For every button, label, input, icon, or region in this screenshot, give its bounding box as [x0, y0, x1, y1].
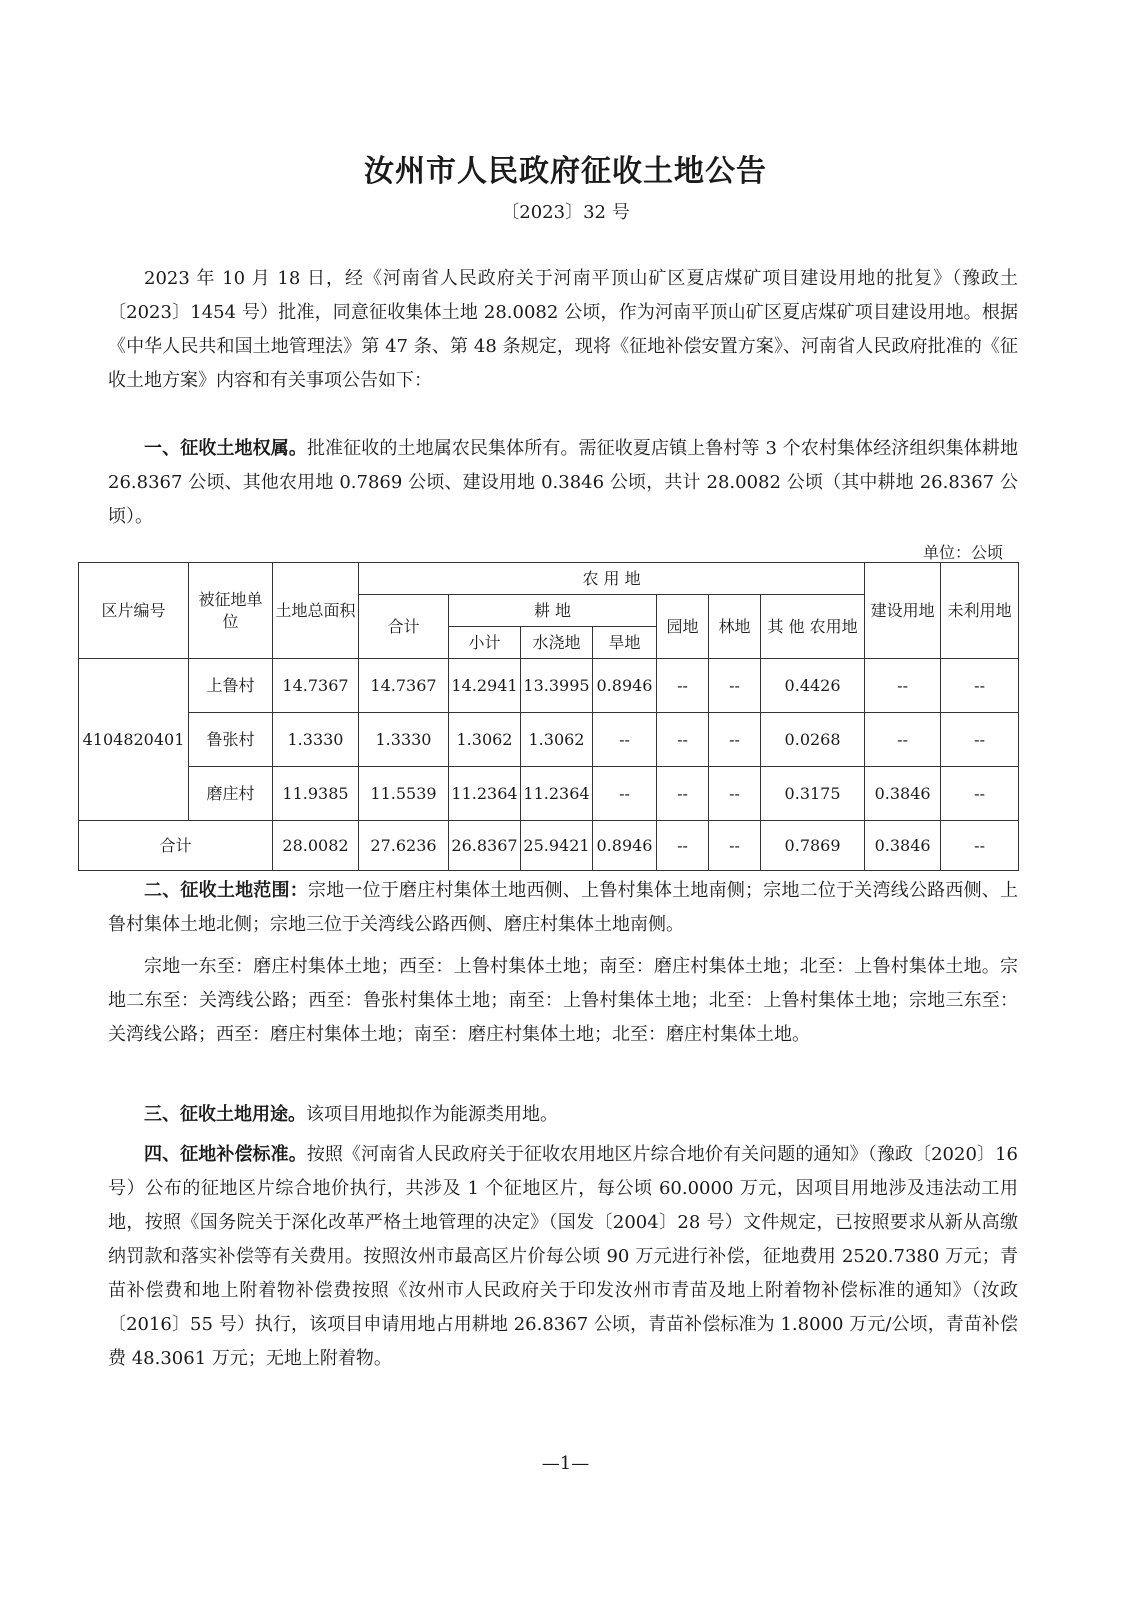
header-construction: 建设用地	[865, 563, 941, 659]
document-title: 汝州市人民政府征收土地公告	[364, 154, 767, 189]
section-4-paragraph	[108, 1138, 1018, 1376]
sum-construction: 0.3846	[865, 821, 941, 871]
cell-irrigated: 13.3995	[521, 659, 593, 713]
zone-code-cell: 4104820401	[79, 659, 189, 821]
document-number: 〔2023〕32 号	[501, 202, 630, 223]
cell-construction: --	[865, 713, 941, 767]
section-1-heading: 一、征收土地权属。	[144, 438, 307, 459]
sum-agri-total: 27.6236	[359, 821, 449, 871]
section-1-body: 批准征收的土地属农民集体所有。需征收夏店镇上鲁村等 3 个农村集体经济组织集体耕地 26.8367 公顷、其他农用地 0.7869 公顷、建设用地 0.3846 公顷，共计 28.0082 公顷（其中耕地 26.8367 公顷）。	[108, 438, 1018, 527]
sum-total: 28.0082	[273, 821, 359, 871]
cell-unit: 上鲁村	[189, 659, 273, 713]
cell-forest: --	[709, 767, 761, 821]
header-unused: 未利用地	[941, 563, 1019, 659]
section-2-body: 宗地一位于磨庄村集体土地西侧、上鲁村集体土地南侧；宗地二位于关湾线公路西侧、上鲁村集体土地北侧；宗地三位于关湾线公路西侧、磨庄村集体土地南侧。	[108, 880, 1019, 935]
unit-label: 单位：公顷	[922, 543, 1003, 562]
sum-subtotal: 26.8367	[449, 821, 521, 871]
cell-dry: --	[593, 767, 657, 821]
cell-garden: --	[657, 659, 709, 713]
sum-forest: --	[709, 821, 761, 871]
section-3-heading: 三、征收土地用途。	[144, 1104, 306, 1125]
header-agri: 农 用 地	[359, 563, 865, 595]
cell-irrigated: 1.3062	[521, 713, 593, 767]
header-dry: 旱地	[593, 627, 657, 659]
cell-unit: 鲁张村	[189, 713, 273, 767]
header-unit: 被征地单位	[189, 563, 273, 659]
header-irrigated: 水浇地	[521, 627, 593, 659]
header-agri-total: 合计	[359, 595, 449, 659]
cell-forest: --	[709, 713, 761, 767]
cell-subtotal: 14.2941	[449, 659, 521, 713]
cell-total: 14.7367	[273, 659, 359, 713]
cell-irrigated: 11.2364	[521, 767, 593, 821]
cell-subtotal: 1.3062	[449, 713, 521, 767]
intro-paragraph: 2023 年 10 月 18 日，经《河南省人民政府关于河南平顶山矿区夏店煤矿项目建设用地的批复》（豫政土〔2023〕1454 号）批准，同意征收集体土地 28.0082 公顷，作为河南平顶山矿区夏店煤矿项目建设用地。根据《中华人民共和国土地管理法》第 47 条、第 48 条规定，现将《征地补偿安置方案》、河南省人民政府批准的《征收土地方案》内容和有关事项公告如下：	[108, 268, 1018, 391]
table-row	[79, 767, 1019, 821]
table-row	[79, 659, 1019, 713]
sum-irrigated: 25.9421	[521, 821, 593, 871]
header-garden: 园地	[657, 595, 709, 659]
header-forest: 林地	[709, 595, 761, 659]
section-2-heading: 二、征收土地范围：	[144, 880, 308, 901]
cell-garden: --	[657, 767, 709, 821]
page-number: —1—	[541, 1453, 590, 1474]
cell-agri-total: 14.7367	[359, 659, 449, 713]
header-total: 土地总面积	[273, 563, 359, 659]
cell-unused: --	[941, 767, 1019, 821]
sum-unused: --	[941, 821, 1019, 871]
cell-construction: 0.3846	[865, 767, 941, 821]
cell-total: 1.3330	[273, 713, 359, 767]
section-3-paragraph	[108, 1098, 1018, 1132]
cell-forest: --	[709, 659, 761, 713]
sum-garden: --	[657, 821, 709, 871]
cell-other-agri: 0.0268	[761, 713, 865, 767]
cell-unused: --	[941, 713, 1019, 767]
header-subtotal: 小计	[449, 627, 521, 659]
cell-other-agri: 0.4426	[761, 659, 865, 713]
cell-total: 11.9385	[273, 767, 359, 821]
table-row	[79, 713, 1019, 767]
cell-unused: --	[941, 659, 1019, 713]
header-other-agri: 其 他 农用地	[761, 595, 865, 659]
section-4-heading: 四、征地补偿标准。	[144, 1144, 307, 1165]
cell-unit: 磨庄村	[189, 767, 273, 821]
section-3-body: 该项目用地拟作为能源类用地。	[306, 1104, 558, 1125]
cell-dry: 0.8946	[593, 659, 657, 713]
cell-garden: --	[657, 713, 709, 767]
table-header-row	[79, 563, 1019, 595]
section-2-paragraph	[108, 874, 1018, 942]
section-1-paragraph	[108, 432, 1018, 534]
cell-agri-total: 11.5539	[359, 767, 449, 821]
sum-label: 合计	[79, 821, 273, 871]
cell-construction: --	[865, 659, 941, 713]
header-zone-code: 区片编号	[79, 563, 189, 659]
cell-dry: --	[593, 713, 657, 767]
section-4-body: 按照《河南省人民政府关于征收农用地区片综合地价有关问题的通知》（豫政〔2020〕16 号）公布的征地区片综合地价执行，共涉及 1 个征地区片，每公顷 60.0000 万元，因项目用地涉及违法动工用地，按照《国务院关于深化改革严格土地管理的决定》（国发〔2004〕28 号）文件规定，已按照要求从新从高缴纳罚款和落实补偿等有关费用。按照汝州市最高区片价每公顷 90 万元进行补偿，征地费用 2520.7380 万元；青苗补偿费和地上附着物补偿费按照《汝州市人民政府关于印发汝州市青苗及地上附着物补偿标准的通知》（汝政〔2016〕55 号）执行，该项目申请用地占用耕地 26.8367 公顷，青苗补偿标准为 1.8000 万元/公顷，青苗补偿费 48.3061 万元；无地上附着物。	[108, 1144, 1018, 1369]
cell-subtotal: 11.2364	[449, 767, 521, 821]
section-2-bounds-paragraph: 宗地一东至：磨庄村集体土地；西至：上鲁村集体土地；南至：磨庄村集体土地；北至：上鲁村集体土地。宗地二东至：关湾线公路；西至：鲁张村集体土地；南至：上鲁村集体土地；北至：上鲁村集体土地；宗地三东至：关湾线公路；西至：磨庄村集体土地；南至：磨庄村集体土地；北至：磨庄村集体土地。	[108, 956, 1018, 1045]
cell-other-agri: 0.3175	[761, 767, 865, 821]
sum-dry: 0.8946	[593, 821, 657, 871]
cell-agri-total: 1.3330	[359, 713, 449, 767]
sum-other-agri: 0.7869	[761, 821, 865, 871]
header-arable: 耕 地	[449, 595, 657, 627]
table-sum-row	[79, 821, 1019, 871]
land-table	[78, 562, 1019, 871]
